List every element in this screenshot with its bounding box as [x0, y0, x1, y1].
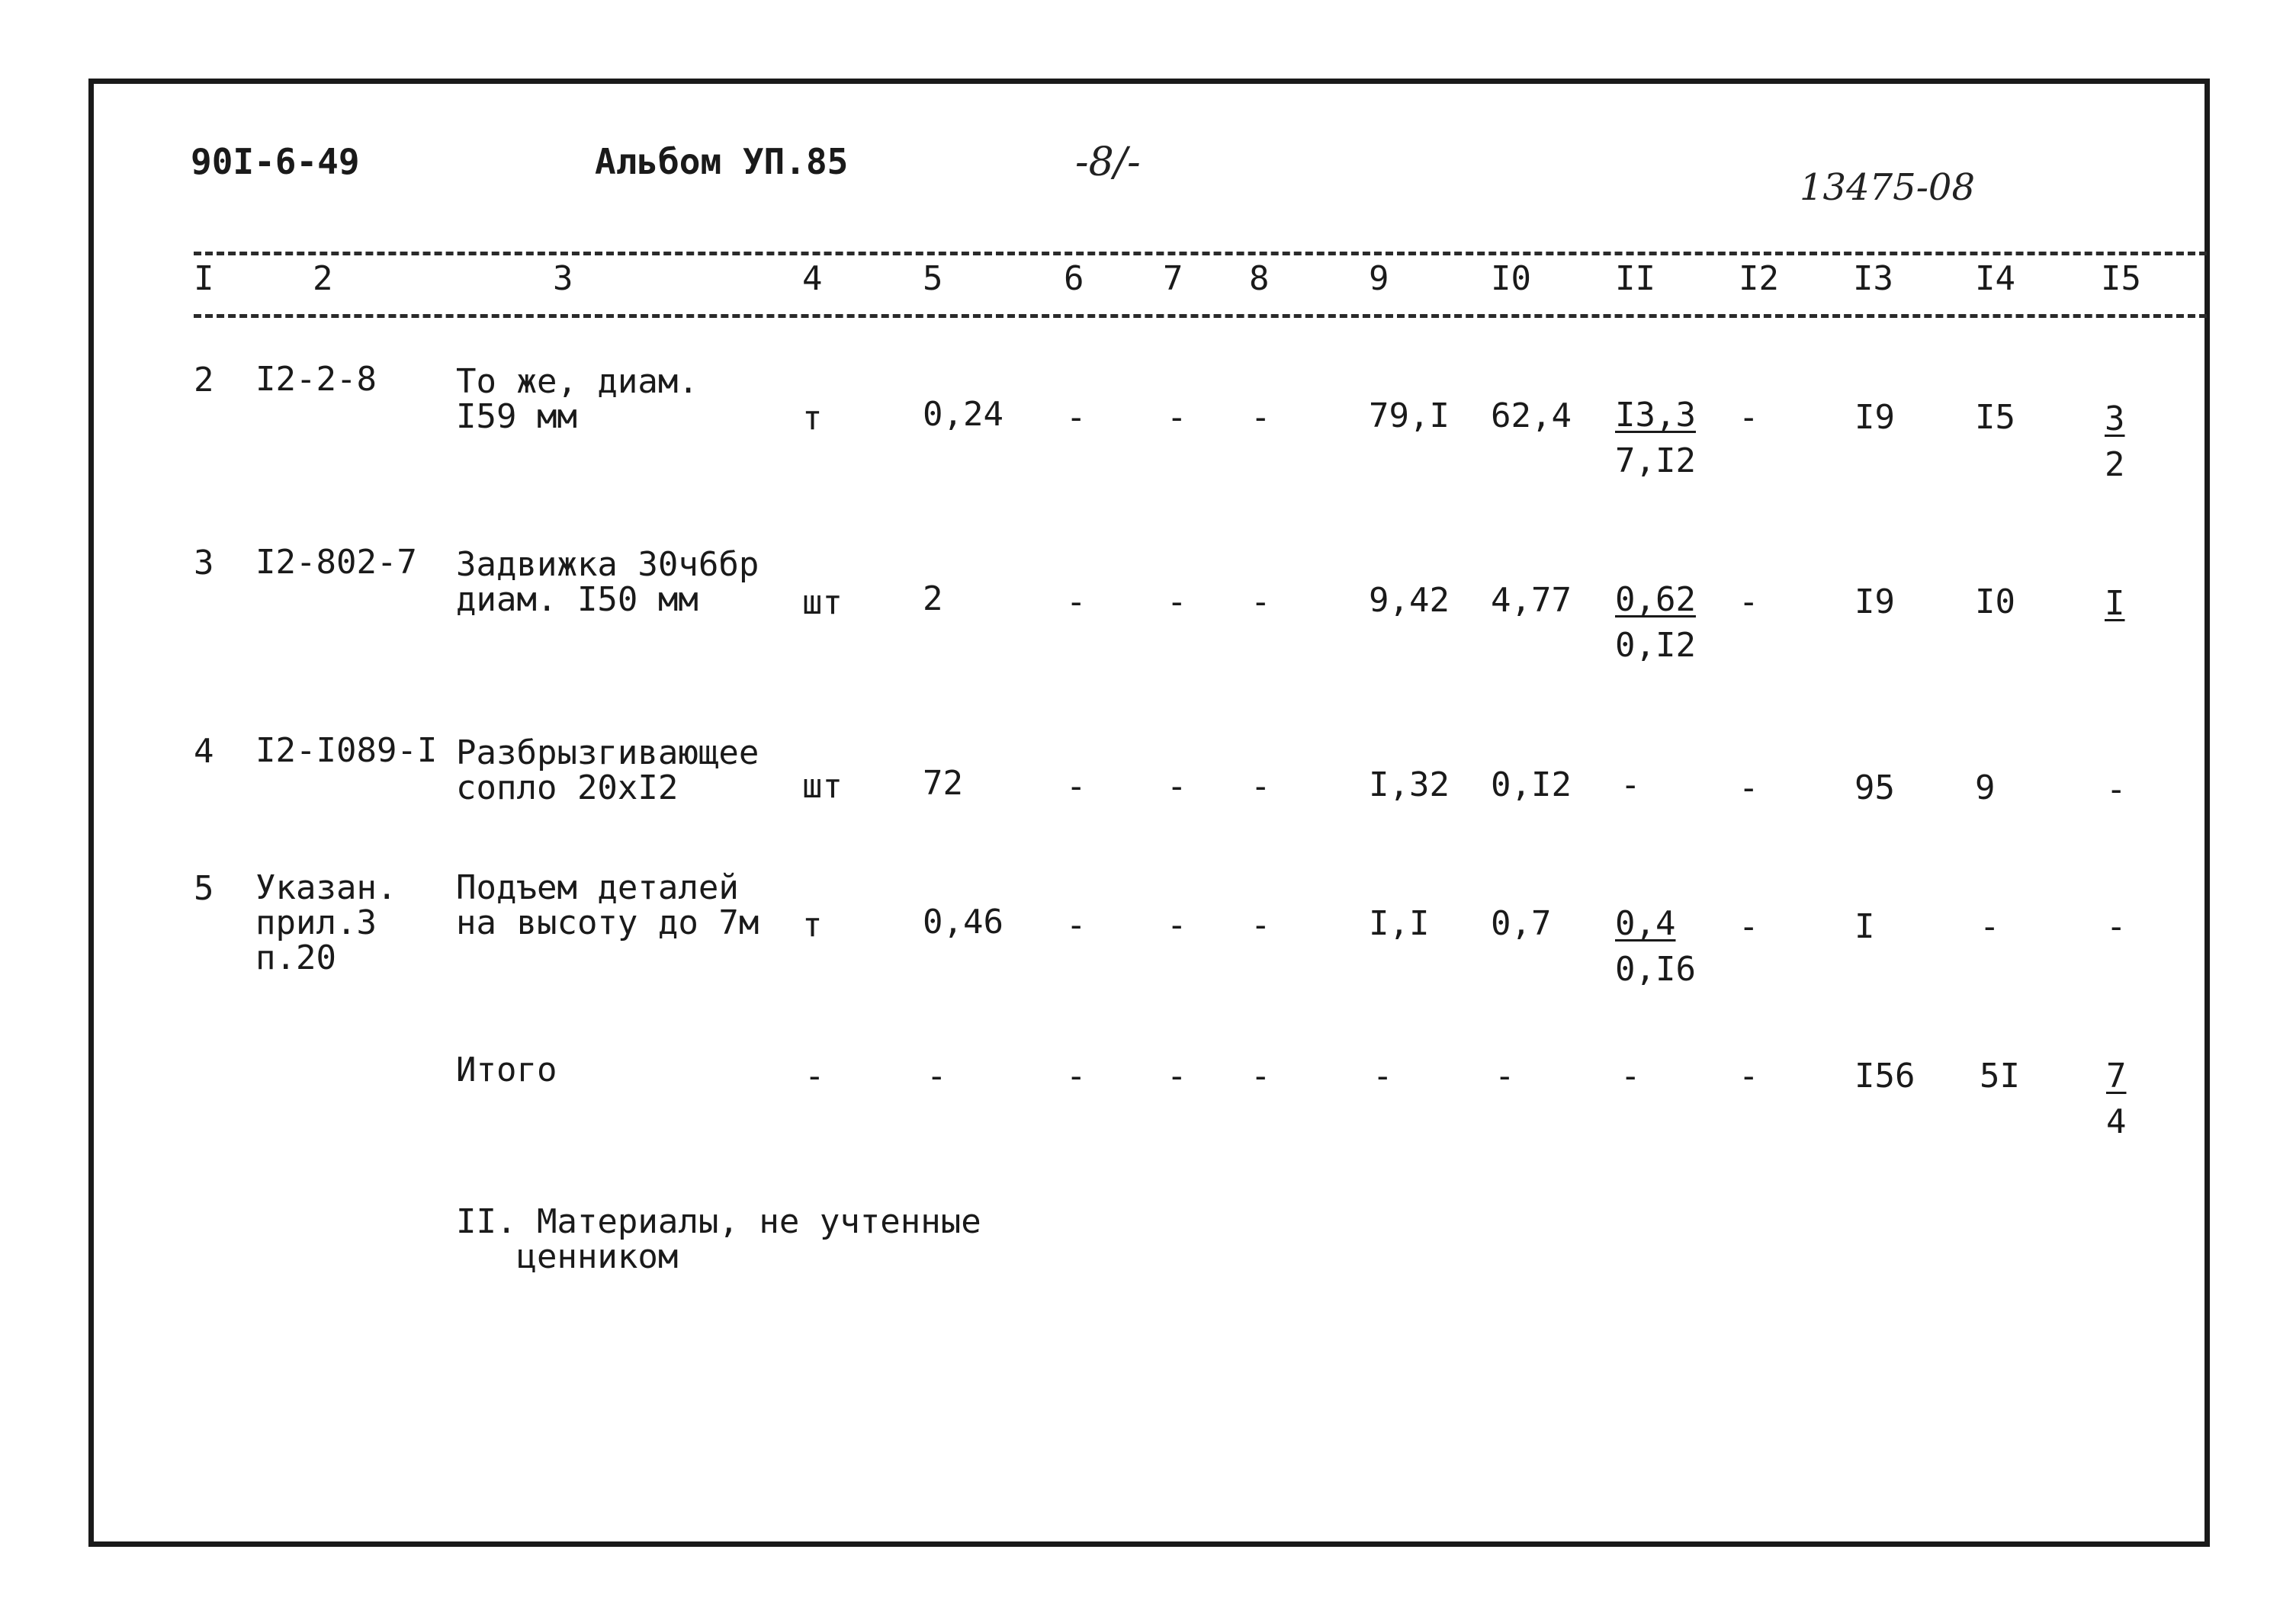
row-c11-top: - [1620, 765, 1641, 804]
row-c9: I,I [1369, 904, 1430, 943]
row-c5: 72 [923, 764, 963, 803]
row-c5: 0,46 [923, 903, 1003, 942]
row-c5: 0,24 [923, 395, 1003, 434]
col-header: II [1615, 259, 1655, 298]
total-c10: - [1495, 1057, 1515, 1096]
row-c6: - [1066, 767, 1087, 806]
total-c4: - [804, 1057, 825, 1096]
section-heading: II. Материалы, не учтенные ценником [456, 1202, 981, 1276]
col-header: I5 [2101, 259, 2141, 298]
row-c13: I [1854, 907, 1875, 946]
row-c13: I9 [1854, 582, 1895, 621]
col-header: 6 [1064, 259, 1084, 298]
col-header: 7 [1163, 259, 1183, 298]
row-number: 3 [194, 544, 214, 582]
total-c6: - [1066, 1057, 1087, 1096]
row-c8: - [1251, 398, 1271, 437]
row-c11 [1615, 901, 1696, 993]
row-c15 [2106, 904, 2127, 950]
col-header: I [194, 259, 214, 298]
row-name: Подъем деталей на высоту до 7м [456, 868, 759, 942]
row-number: 5 [194, 869, 214, 908]
album-title: Альбом УП.85 [595, 141, 849, 182]
row-c14: - [1980, 907, 2000, 946]
row-c10: 0,I2 [1491, 765, 1572, 804]
col-header: I4 [1975, 259, 2015, 298]
row-c11 [1620, 762, 1641, 808]
row-c8: - [1251, 767, 1271, 806]
row-c15-bottom: 2 [2105, 445, 2125, 484]
row-c11-bottom: 0,I6 [1615, 950, 1696, 989]
row-c7: - [1167, 582, 1187, 621]
row-c13: I9 [1854, 398, 1895, 437]
row-c15 [2105, 396, 2125, 488]
row-number: 4 [194, 732, 214, 771]
col-header: I0 [1491, 259, 1531, 298]
row-c11 [1615, 577, 1696, 669]
row-c5: 2 [923, 579, 943, 618]
header-rule-top [194, 252, 2207, 255]
row-name: Задвижка 30ч6бр диам. I50 мм [456, 545, 759, 619]
header-rule-bottom [194, 314, 2207, 318]
row-code: I2-802-7 [255, 543, 417, 582]
row-code: Указан. прил.3 п.20 [255, 868, 397, 977]
total-c12: - [1739, 1057, 1759, 1096]
total-c14: 5I [1980, 1057, 2020, 1096]
row-c7: - [1167, 906, 1187, 945]
row-c15-top: - [2106, 907, 2127, 946]
row-c12: - [1739, 768, 1759, 807]
row-c11 [1615, 393, 1696, 484]
col-header: I3 [1853, 259, 1893, 298]
total-c8: - [1251, 1057, 1271, 1096]
col-header: 3 [553, 259, 573, 298]
row-name: Разбрызгивающее сопло 20хI2 [456, 733, 759, 807]
row-c15-top: 3 [2105, 399, 2125, 438]
total-c11: - [1620, 1057, 1641, 1096]
row-c11-top: 0,62 [1615, 580, 1696, 619]
row-c7: - [1167, 398, 1187, 437]
row-c9: I,32 [1369, 765, 1450, 804]
row-c10: 62,4 [1491, 396, 1572, 435]
total-c13: I56 [1854, 1057, 1915, 1096]
row-c8: - [1251, 582, 1271, 621]
row-unit: шт [802, 767, 843, 806]
row-c15-top: I [2105, 584, 2125, 623]
row-c9: 9,42 [1369, 581, 1450, 620]
row-c13: 95 [1854, 768, 1895, 807]
total-c15-top: 7 [2106, 1057, 2127, 1096]
row-c12: - [1739, 582, 1759, 621]
col-header: 2 [313, 259, 333, 298]
page-frame [88, 79, 2210, 1547]
row-c15 [2105, 581, 2125, 627]
row-unit: т [802, 399, 823, 438]
row-c14: I5 [1975, 398, 2015, 437]
row-c11-bottom: 7,I2 [1615, 441, 1696, 480]
row-c14: I0 [1975, 582, 2015, 621]
col-header: I2 [1739, 259, 1779, 298]
total-c9: - [1373, 1057, 1393, 1096]
row-code: I2-2-8 [255, 360, 377, 399]
col-header: 4 [802, 259, 823, 298]
total-c5: - [926, 1057, 947, 1096]
row-c11-bottom: 0,I2 [1615, 626, 1696, 665]
total-c15 [2106, 1054, 2127, 1145]
row-c14: 9 [1975, 768, 1996, 807]
total-c7: - [1167, 1057, 1187, 1096]
row-unit: т [802, 906, 823, 945]
row-c7: - [1167, 767, 1187, 806]
col-header: 9 [1369, 259, 1389, 298]
col-header: 5 [923, 259, 943, 298]
row-c8: - [1251, 906, 1271, 945]
total-label: Итого [456, 1051, 557, 1089]
row-name: То же, диам. I59 мм [456, 362, 698, 436]
row-code: I2-I089-I [255, 731, 438, 770]
row-c6: - [1066, 582, 1087, 621]
row-c11-top: 0,4 [1615, 904, 1676, 943]
row-c6: - [1066, 398, 1087, 437]
row-number: 2 [194, 361, 214, 399]
row-c15 [2106, 767, 2127, 813]
total-c15-bottom: 4 [2106, 1102, 2127, 1141]
row-c15-top: - [2106, 770, 2127, 809]
row-c6: - [1066, 906, 1087, 945]
page-number: -8/- [1075, 140, 1141, 185]
row-unit: шт [802, 583, 843, 622]
row-c11-top: I3,3 [1615, 396, 1696, 435]
row-c10: 0,7 [1491, 904, 1552, 943]
row-c10: 4,77 [1491, 581, 1572, 620]
row-c9: 79,I [1369, 396, 1450, 435]
doc-code: 90I-6-49 [191, 141, 360, 182]
row-c12: - [1739, 398, 1759, 437]
inventory-number: 13475-08 [1800, 166, 1975, 209]
row-c12: - [1739, 907, 1759, 946]
col-header: 8 [1249, 259, 1270, 298]
